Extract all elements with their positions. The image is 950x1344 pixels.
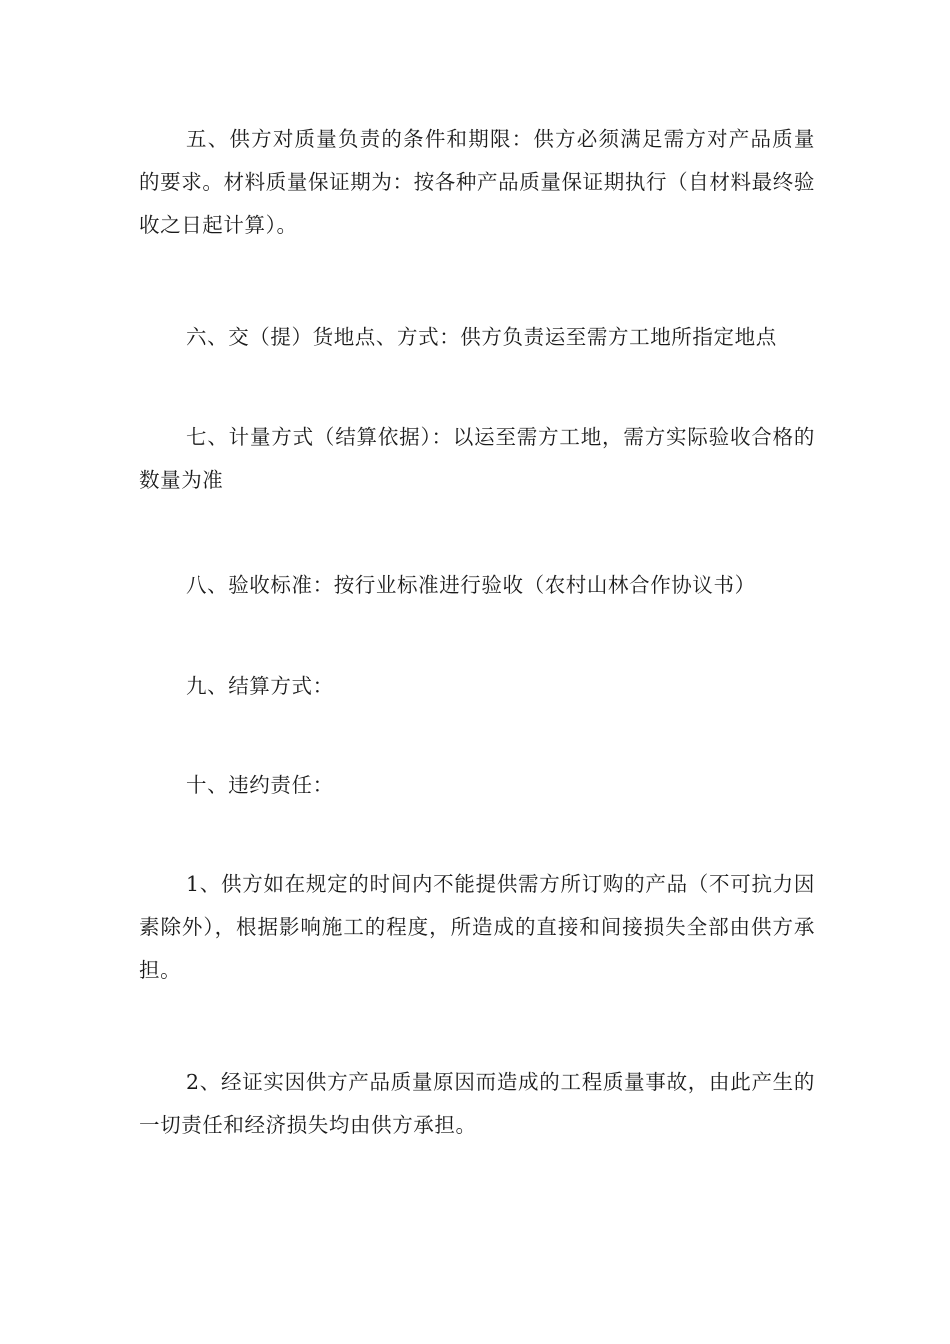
paragraph-delivery-location: 六、交（提）货地点、方式：供方负责运至需方工地所指定地点 (186, 325, 777, 349)
paragraph-measurement-method: 七、计量方式（结算依据）：以运至需方工地，需方实际验收合格的数量为准 (139, 425, 815, 492)
paragraph-breach-liability: 十、违约责任： (186, 773, 334, 797)
paragraph-settlement-method: 九、结算方式： (186, 674, 334, 698)
paragraph-acceptance-standard: 八、验收标准：按行业标准进行验收（农村山林合作协议书） (186, 573, 756, 597)
paragraph-clause-1: 1、供方如在规定的时间内不能提供需方所订购的产品（不可抗力因素除外），根据影响施工的程度，所造成的直接和间接损失全部由供方承担。 (139, 872, 815, 982)
paragraph-quality-responsibility: 五、供方对质量负责的条件和期限：供方必须满足需方对产品质量的要求。材料质量保证期为：按各种产品质量保证期执行（自材料最终验收之日起计算）。 (139, 127, 815, 237)
paragraph-clause-2: 2、经证实因供方产品质量原因而造成的工程质量事故，由此产生的一切责任和经济损失均由供方承担。 (139, 1070, 815, 1137)
